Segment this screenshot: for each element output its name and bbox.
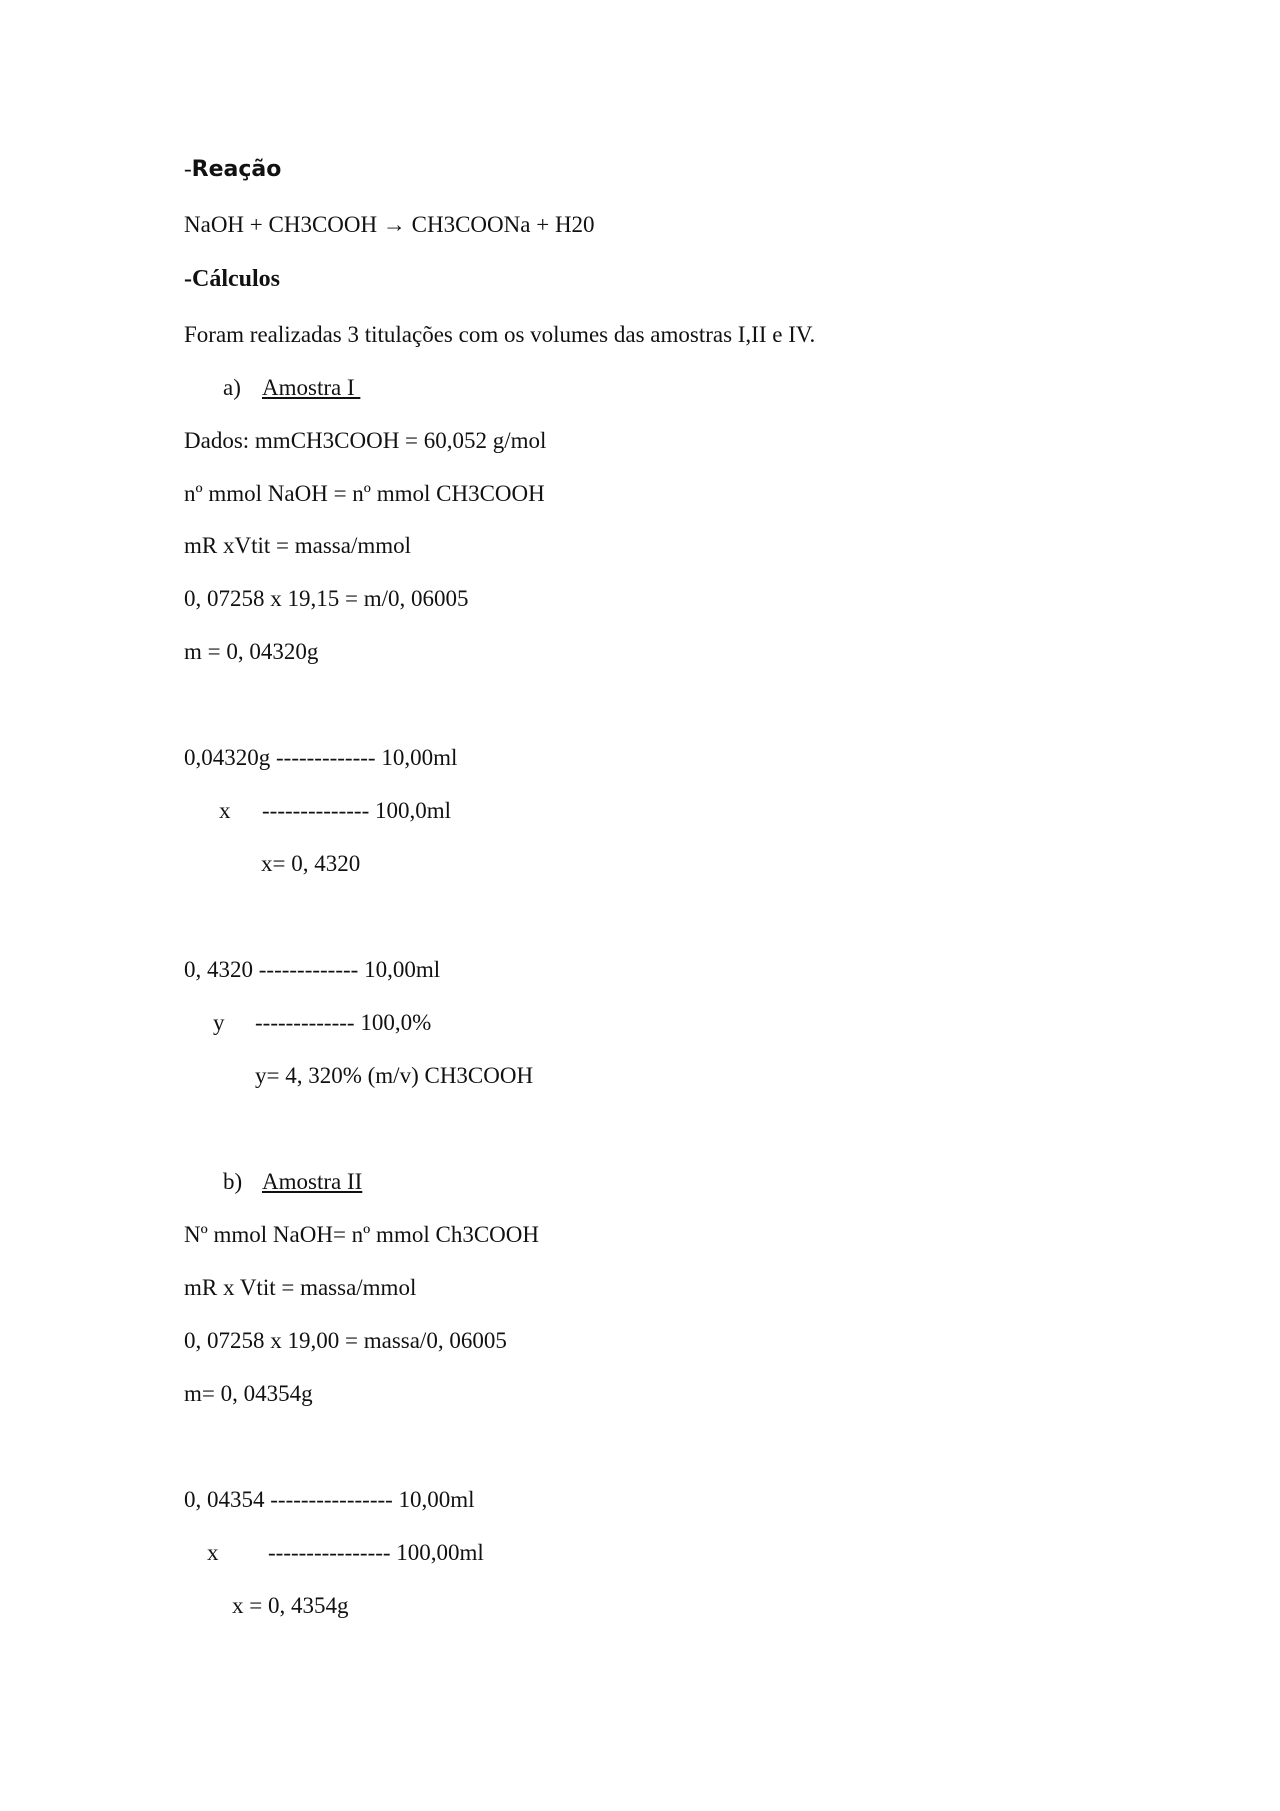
equation-products: CH3COONa + H20 (411, 212, 595, 237)
amostra-i-line-2: nº mmol NaOH = nº mmol CH3COOH (184, 481, 545, 506)
amostra-ii-line-4: m= 0, 04354g (184, 1381, 313, 1406)
list-marker-b: b) (223, 1169, 243, 1194)
right-arrow-icon: → (382, 212, 406, 237)
rule2-left: 0, 4320 ------------- 10,00ml (184, 957, 441, 982)
equation-reactants: NaOH + CH3COOH (184, 212, 378, 237)
amostra-i-title: Amostra I (262, 375, 361, 400)
list-marker-a: a) (223, 375, 241, 400)
rule1-right: -------------- 100,0ml (262, 798, 452, 823)
amostra-ii-line-1: Nº mmol NaOH= nº mmol Ch3COOH (184, 1222, 539, 1247)
amostra-i-line-3: mR xVtit = massa/mmol (184, 533, 412, 558)
reacao-heading (184, 155, 281, 184)
rule3-var: x (207, 1540, 219, 1565)
rule2-result: y= 4, 320% (m/v) CH3COOH (255, 1063, 534, 1088)
rule3-right: ---------------- 100,00ml (268, 1540, 484, 1565)
amostra-i-line-1: Dados: mmCH3COOH = 60,052 g/mol (184, 428, 547, 453)
rule1-result: x= 0, 4320 (261, 851, 361, 876)
amostra-ii-line-2: mR x Vtit = massa/mmol (184, 1275, 417, 1300)
rule2-var: y (213, 1010, 225, 1035)
reacao-title: Reação (191, 157, 282, 182)
intro-text: Foram realizadas 3 titulações com os volumes das amostras I,II e IV. (184, 322, 816, 347)
reaction-equation (184, 211, 595, 239)
amostra-ii-title: Amostra II (262, 1169, 363, 1194)
calculos-heading: -Cálculos (184, 266, 280, 292)
rule1-left: 0,04320g ------------- 10,00ml (184, 745, 458, 770)
amostra-i-line-5: m = 0, 04320g (184, 639, 319, 664)
rule1-var: x (219, 798, 231, 823)
rule2-right: ------------- 100,0% (255, 1010, 432, 1035)
rule3-result: x = 0, 4354g (232, 1593, 349, 1618)
amostra-ii-line-3: 0, 07258 x 19,00 = massa/0, 06005 (184, 1328, 507, 1353)
rule3-left: 0, 04354 ---------------- 10,00ml (184, 1487, 475, 1512)
reacao-dash: - (184, 156, 192, 181)
amostra-i-line-4: 0, 07258 x 19,15 = m/0, 06005 (184, 586, 469, 611)
